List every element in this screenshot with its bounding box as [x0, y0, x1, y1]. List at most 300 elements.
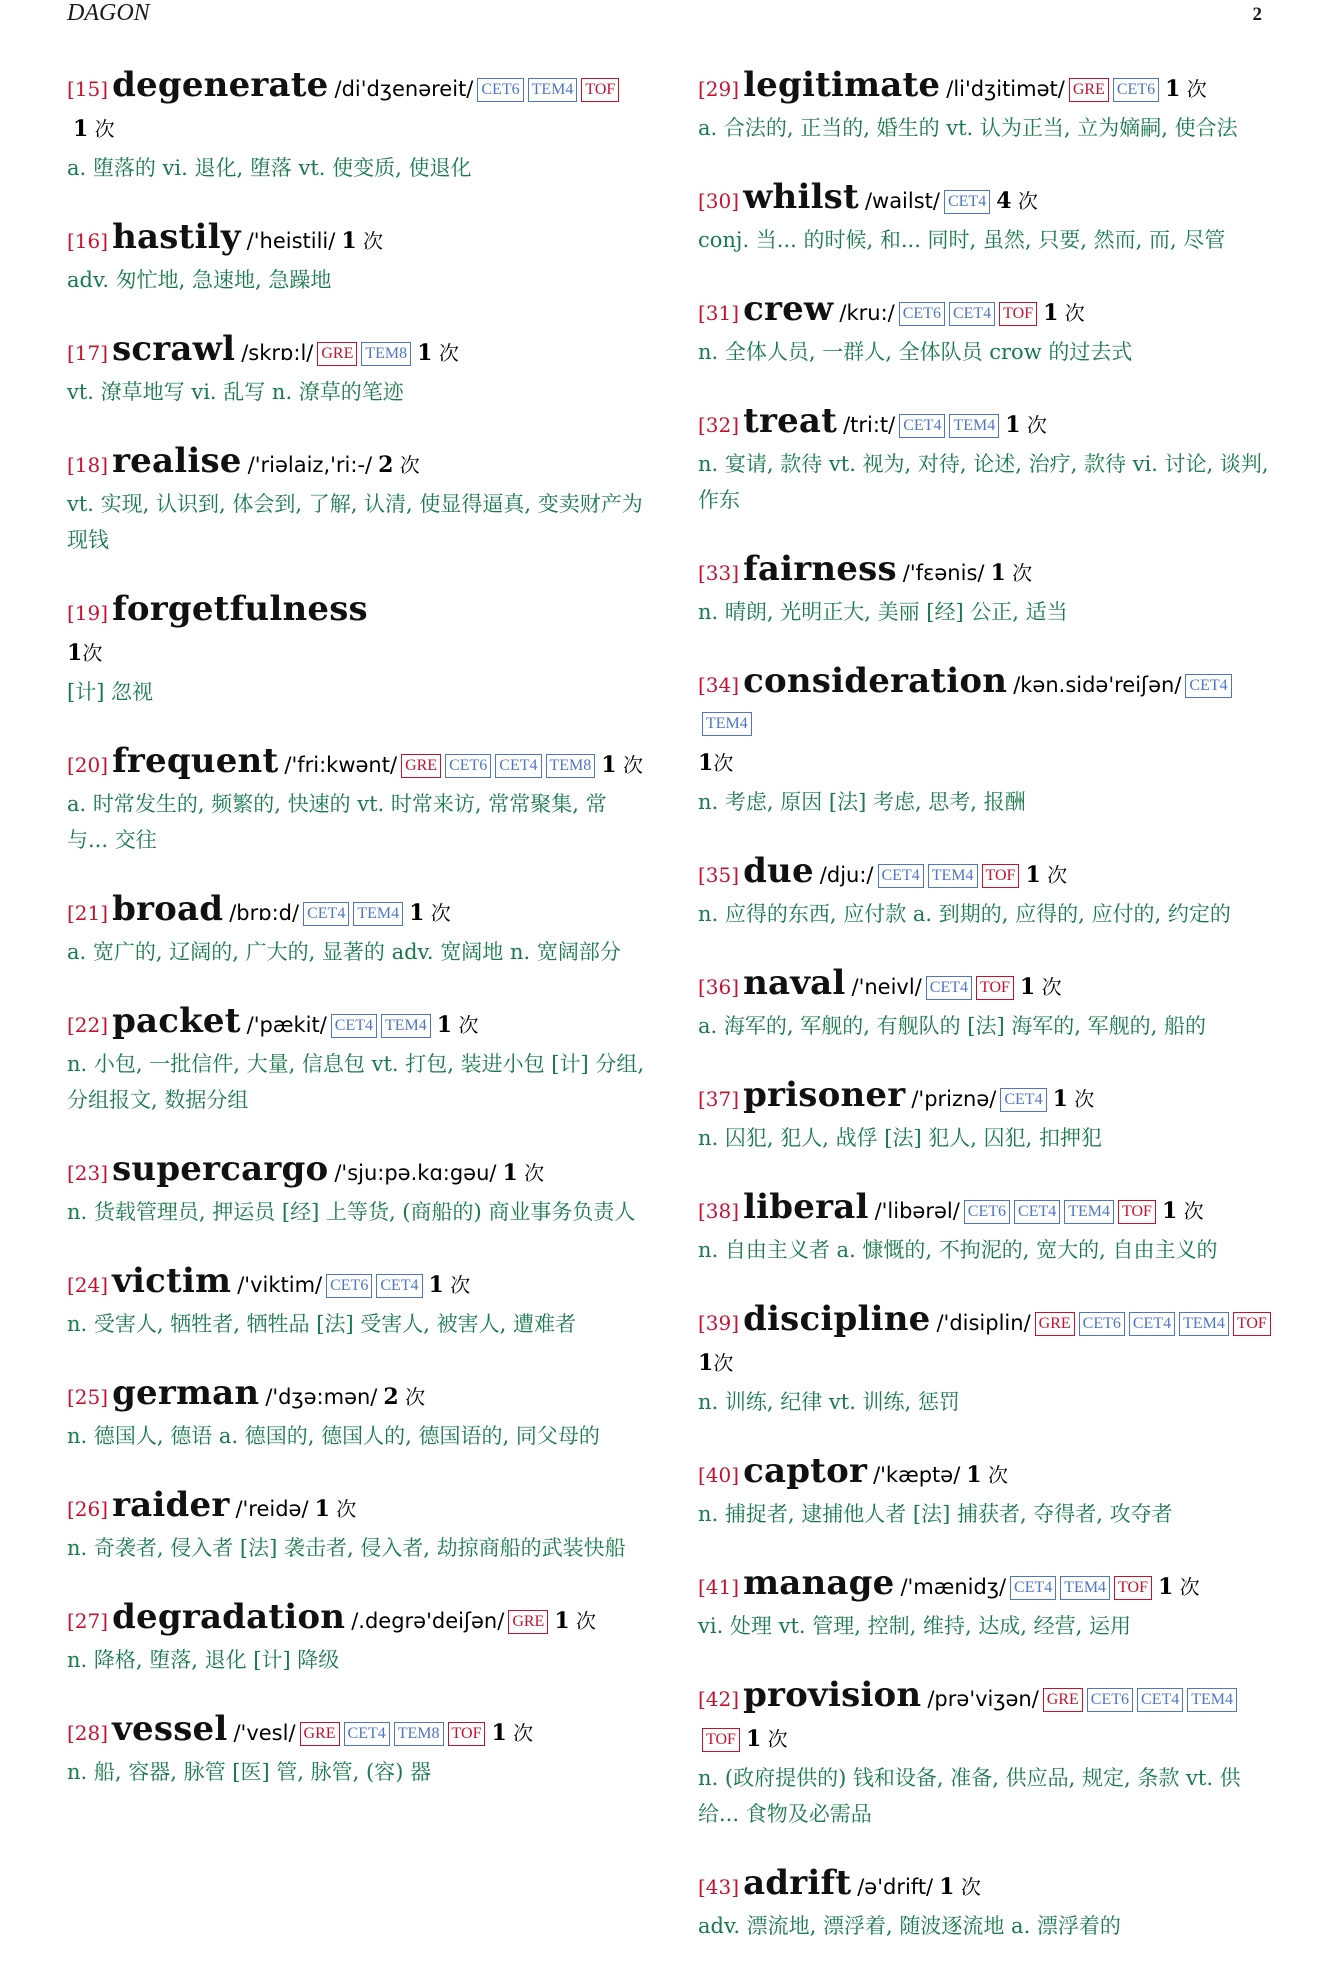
entry-headline — [698, 1300, 1278, 1344]
definition: n. 捕捉者, 逮捕他人者 [法] 捕获者, 夺得者, 攻夺者 — [698, 1502, 1173, 1526]
headword: due — [743, 851, 814, 891]
entry-headline — [67, 1002, 645, 1046]
exam-tag-cet4: CET4 — [878, 864, 924, 888]
phonetic: /li'dʒitimət/ — [946, 77, 1065, 101]
entry-headline — [67, 218, 645, 262]
frequency-count: 1 — [1052, 1086, 1068, 1112]
phonetic: /'riəlaiz,'ri:-/ — [247, 453, 373, 477]
headword: adrift — [743, 1863, 852, 1903]
headword: scrawl — [112, 329, 236, 369]
entry-headline — [698, 662, 1278, 744]
frequency-count: 1 — [601, 752, 617, 778]
frequency-count: 2 — [383, 1384, 399, 1410]
exam-tag-tem4: TEM4 — [949, 414, 999, 438]
definition: conj. 当... 的时候, 和... 同时, 虽然, 只要, 然而, 而, 尽管 — [698, 228, 1226, 252]
exam-tag-tof: TOF — [1233, 1312, 1271, 1336]
exam-tag-tof: TOF — [581, 78, 619, 102]
entry-headline — [67, 742, 645, 786]
frequency-count: 1 — [1043, 300, 1059, 326]
frequency-unit: 次 — [524, 1161, 545, 1185]
frequency-count: 1 — [67, 640, 83, 666]
frequency-unit: 次 — [713, 1351, 734, 1375]
exam-tag-tem8: TEM8 — [394, 1722, 444, 1746]
exam-tag-cet4: CET4 — [1185, 674, 1231, 698]
exam-tag-cet4: CET4 — [949, 302, 995, 326]
definition: [计] 忽视 — [67, 680, 154, 704]
frequency-line — [67, 634, 645, 674]
definition: n. 考虑, 原因 [法] 考虑, 思考, 报酬 — [698, 790, 1026, 814]
vocab-entry — [67, 1374, 645, 1454]
entry-headline — [698, 852, 1278, 896]
vocab-entry — [67, 218, 645, 298]
vocab-entry — [67, 1150, 645, 1230]
frequency — [990, 561, 1032, 585]
phonetic: /'dʒə:mən/ — [265, 1385, 378, 1409]
phonetic: /'sju:pə.kɑ:gəu/ — [334, 1161, 497, 1185]
definition: n. 小包, 一批信件, 大量, 信息包 vt. 打包, 装进小包 [计] 分组, 分组报文, 数据分组 — [67, 1052, 645, 1112]
exam-tag-cet6: CET6 — [445, 754, 491, 778]
vocab-entry — [698, 1188, 1278, 1268]
frequency-line — [698, 744, 1278, 784]
vocab-entry — [67, 590, 645, 710]
exam-tag-tem4: TEM4 — [1064, 1200, 1114, 1224]
page-header-title: DAGON — [67, 0, 150, 26]
frequency-unit: 次 — [576, 1609, 596, 1633]
frequency-count: 1 — [428, 1272, 444, 1298]
frequency — [491, 1721, 533, 1745]
frequency-count: 4 — [996, 188, 1012, 214]
frequency-unit: 次 — [1064, 301, 1085, 325]
exam-tag-cet4: CET4 — [926, 976, 972, 1000]
exam-tag-cet4: CET4 — [1129, 1312, 1175, 1336]
entry-headline — [698, 66, 1278, 110]
definition: n. 囚犯, 犯人, 战俘 [法] 犯人, 囚犯, 扣押犯 — [698, 1126, 1103, 1150]
entry-number: [15] — [67, 77, 109, 101]
frequency-unit: 次 — [450, 1273, 471, 1297]
entry-headline — [67, 1374, 645, 1418]
exam-tag-tem4: TEM4 — [702, 712, 752, 736]
phonetic: /'vesl/ — [233, 1721, 296, 1745]
definition: n. 应得的东西, 应付款 a. 到期的, 应得的, 应付的, 约定的 — [698, 902, 1231, 926]
entry-headline — [698, 1188, 1278, 1232]
frequency-unit: 次 — [1012, 561, 1033, 585]
phonetic: /'pækit/ — [246, 1013, 327, 1037]
left-column — [67, 66, 645, 1822]
frequency-count: 1 — [502, 1160, 518, 1186]
vocab-entry — [67, 1710, 645, 1790]
frequency-count: 1 — [1157, 1574, 1174, 1600]
frequency — [1162, 1199, 1204, 1223]
frequency — [939, 1875, 981, 1899]
headword: vessel — [112, 1709, 228, 1749]
definition: vt. 实现, 认识到, 体会到, 了解, 认清, 使显得逼真, 变卖财产为现钱 — [67, 492, 643, 552]
definition: n. 全体人员, 一群人, 全体队员 crow 的过去式 — [698, 340, 1133, 364]
phonetic: /'priznə/ — [911, 1087, 997, 1111]
entry-headline — [698, 550, 1278, 594]
vocab-entry — [67, 66, 645, 186]
definition: n. 受害人, 牺牲者, 牺牲品 [法] 受害人, 被害人, 遭难者 — [67, 1312, 577, 1336]
frequency — [966, 1463, 1008, 1487]
entry-headline — [698, 178, 1278, 222]
exam-tag-gre: GRE — [1043, 1688, 1083, 1712]
frequency-unit: 次 — [399, 453, 420, 477]
entry-headline — [698, 1076, 1278, 1120]
exam-tag-cet4: CET4 — [1010, 1576, 1056, 1600]
phonetic: /dju:/ — [819, 863, 874, 887]
frequency-unit: 次 — [622, 753, 643, 777]
definition: a. 海军的, 军舰的, 有舰队的 [法] 海军的, 军舰的, 船的 — [698, 1014, 1207, 1038]
headword: forgetfulness — [112, 589, 368, 629]
vocab-entry — [67, 1262, 645, 1342]
entry-number: [17] — [67, 341, 109, 365]
entry-number: [20] — [67, 753, 109, 777]
headword: raider — [112, 1485, 230, 1525]
headword: liberal — [743, 1187, 869, 1227]
phonetic: /'fɛənis/ — [902, 561, 985, 585]
frequency-count: 1 — [491, 1720, 507, 1746]
phonetic: /'libərəl/ — [874, 1199, 960, 1223]
frequency — [1025, 863, 1067, 887]
frequency — [437, 1013, 479, 1037]
frequency-count: 1 — [1161, 1198, 1178, 1224]
entry-number: [19] — [67, 601, 109, 625]
exam-tag-tem4: TEM4 — [353, 902, 403, 926]
exam-tag-tem8: TEM8 — [546, 754, 596, 778]
definition: a. 合法的, 正当的, 婚生的 vt. 认为正当, 立为嫡嗣, 使合法 — [698, 116, 1238, 140]
frequency-count: 1 — [1005, 412, 1021, 438]
exam-tag-cet4: CET4 — [1014, 1200, 1060, 1224]
headword: supercargo — [112, 1149, 329, 1189]
definition: n. 晴朗, 光明正大, 美丽 [经] 公正, 适当 — [698, 600, 1068, 624]
frequency-count: 1 — [554, 1608, 570, 1634]
frequency-count: 1 — [745, 1726, 762, 1752]
headword: provision — [743, 1675, 922, 1715]
frequency-unit: 次 — [336, 1497, 357, 1521]
entry-number: [41] — [698, 1575, 740, 1599]
frequency — [417, 341, 459, 365]
entry-number: [16] — [67, 229, 109, 253]
exam-tag-gre: GRE — [300, 1722, 340, 1746]
phonetic: /'viktim/ — [237, 1273, 323, 1297]
entry-headline — [67, 1710, 645, 1754]
exam-tag-tem8: TEM8 — [361, 342, 411, 366]
headword: realise — [112, 441, 242, 481]
vocab-entry — [698, 662, 1278, 820]
exam-tag-cet6: CET6 — [1087, 1688, 1133, 1712]
exam-tag-gre: GRE — [401, 754, 441, 778]
frequency — [601, 753, 643, 777]
frequency-count: 1 — [417, 340, 433, 366]
phonetic: /'heistili/ — [246, 229, 336, 253]
frequency-line — [698, 1344, 1278, 1384]
frequency-count: 1 — [436, 1012, 453, 1038]
exam-tag-cet4: CET4 — [944, 190, 990, 214]
entry-number: [37] — [698, 1087, 740, 1111]
vocab-entry — [698, 1452, 1278, 1532]
headword: fairness — [743, 549, 897, 589]
headword: prisoner — [743, 1075, 906, 1115]
headword: consideration — [743, 661, 1008, 701]
vocab-entry — [698, 290, 1278, 370]
definition: n. 奇袭者, 侵入者 [法] 袭击者, 侵入者, 劫掠商船的武装快船 — [67, 1536, 626, 1560]
exam-tag-cet4: CET4 — [495, 754, 541, 778]
exam-tag-cet4: CET4 — [344, 1722, 390, 1746]
definition: n. 宴请, 款待 vt. 视为, 对待, 论述, 治疗, 款待 vi. 讨论, 谈判, 作东 — [698, 452, 1269, 512]
exam-tag-gre: GRE — [1069, 78, 1109, 102]
entry-headline — [698, 1864, 1278, 1908]
headword: legitimate — [743, 65, 941, 105]
phonetic: /tri:t/ — [843, 413, 896, 437]
entry-number: [42] — [698, 1687, 740, 1711]
definition: vt. 潦草地写 vi. 乱写 n. 潦草的笔迹 — [67, 380, 404, 404]
vocab-entry — [67, 1486, 645, 1566]
frequency-count: 1 — [314, 1496, 330, 1522]
phonetic: /wailst/ — [864, 189, 940, 213]
entry-headline — [67, 442, 645, 486]
vocab-entry — [698, 550, 1278, 630]
entry-headline — [67, 1262, 645, 1306]
definition: a. 宽广的, 辽阔的, 广大的, 显著的 adv. 宽阔地 n. 宽阔部分 — [67, 940, 621, 964]
vocab-entry — [67, 1598, 645, 1678]
phonetic: /di'dʒenəreit/ — [334, 77, 474, 101]
entry-number: [38] — [698, 1199, 740, 1223]
frequency-unit: 次 — [94, 117, 115, 141]
frequency-unit: 次 — [767, 1727, 788, 1751]
entry-headline — [67, 890, 645, 934]
frequency-count: 1 — [939, 1874, 955, 1900]
exam-tag-tem4: TEM4 — [1179, 1312, 1229, 1336]
frequency-unit: 次 — [1183, 1199, 1204, 1223]
phonetic: /skrɒ:l/ — [241, 341, 314, 365]
frequency-count: 1 — [966, 1462, 982, 1488]
definition: n. 训练, 纪律 vt. 训练, 惩罚 — [698, 1390, 960, 1414]
entry-number: [30] — [698, 189, 740, 213]
frequency — [341, 229, 383, 253]
frequency — [315, 1497, 357, 1521]
vocab-entry — [67, 330, 645, 410]
vocab-entry — [698, 66, 1278, 146]
phonetic: /prə'viʒən/ — [927, 1687, 1039, 1711]
frequency-count: 1 — [1165, 76, 1181, 102]
frequency — [698, 1351, 733, 1375]
frequency — [1043, 301, 1085, 325]
exam-tag-tof: TOF — [448, 1722, 486, 1746]
entry-headline — [67, 1150, 645, 1194]
frequency-unit: 次 — [82, 641, 103, 665]
frequency — [1158, 1575, 1200, 1599]
frequency-unit: 次 — [960, 1875, 981, 1899]
phonetic: /'disiplin/ — [936, 1311, 1031, 1335]
definition: vi. 处理 vt. 管理, 控制, 维持, 达成, 经营, 运用 — [698, 1614, 1132, 1638]
entry-headline — [698, 1452, 1278, 1496]
phonetic: /'fri:kwənt/ — [284, 753, 398, 777]
frequency-unit: 次 — [430, 901, 451, 925]
frequency-count: 1 — [341, 228, 357, 254]
entry-number: [26] — [67, 1497, 109, 1521]
headword: naval — [743, 963, 846, 1003]
frequency — [746, 1727, 788, 1751]
entry-number: [21] — [67, 901, 109, 925]
entry-number: [35] — [698, 863, 740, 887]
frequency-unit: 次 — [363, 229, 383, 253]
definition: n. 船, 容器, 脉管 [医] 管, 脉管, (容) 器 — [67, 1760, 432, 1784]
phonetic: /'kæptə/ — [873, 1463, 961, 1487]
frequency-count: 1 — [73, 116, 89, 142]
frequency-unit: 次 — [438, 341, 459, 365]
frequency-unit: 次 — [405, 1385, 426, 1409]
vocab-entry — [67, 1002, 645, 1118]
definition: adv. 漂流地, 漂浮着, 随波逐流地 a. 漂浮着的 — [698, 1914, 1121, 1938]
exam-tag-cet4: CET4 — [1137, 1688, 1183, 1712]
exam-tag-cet6: CET6 — [326, 1274, 372, 1298]
definition: n. (政府提供的) 钱和设备, 准备, 供应品, 规定, 条款 vt. 供给... 食物及必需品 — [698, 1766, 1241, 1826]
exam-tag-cet6: CET6 — [1113, 78, 1159, 102]
entry-number: [18] — [67, 453, 109, 477]
entry-headline — [698, 1676, 1278, 1760]
frequency-count: 1 — [698, 1350, 714, 1376]
phonetic: /kru:/ — [839, 301, 895, 325]
vocab-entry — [698, 178, 1278, 258]
exam-tag-cet4: CET4 — [331, 1014, 377, 1038]
entry-number: [31] — [698, 301, 740, 325]
exam-tag-tof: TOF — [1118, 1200, 1156, 1224]
vocab-entry — [698, 852, 1278, 932]
entry-headline — [67, 1486, 645, 1530]
frequency-unit: 次 — [1179, 1575, 1200, 1599]
frequency-unit: 次 — [1186, 77, 1207, 101]
exam-tag-cet6: CET6 — [477, 78, 523, 102]
phonetic: /brɒ:d/ — [229, 901, 300, 925]
exam-tag-tof: TOF — [702, 1728, 740, 1752]
entry-number: [32] — [698, 413, 740, 437]
entry-number: [25] — [67, 1385, 109, 1409]
exam-tag-cet4: CET4 — [303, 902, 349, 926]
entry-number: [29] — [698, 77, 740, 101]
exam-tag-tem4: TEM4 — [528, 78, 578, 102]
entry-number: [23] — [67, 1161, 109, 1185]
exam-tag-tof: TOF — [982, 864, 1020, 888]
frequency-count: 1 — [990, 560, 1006, 586]
headword: manage — [743, 1563, 895, 1603]
exam-tag-cet4: CET4 — [899, 414, 945, 438]
vocab-entry — [698, 1076, 1278, 1156]
frequency-unit: 次 — [987, 1463, 1008, 1487]
frequency-count: 1 — [1019, 974, 1036, 1000]
exam-tag-tem4: TEM4 — [928, 864, 978, 888]
frequency-unit: 次 — [1026, 413, 1047, 437]
frequency-count: 1 — [698, 750, 714, 776]
headword: treat — [743, 401, 838, 441]
entry-number: [24] — [67, 1273, 109, 1297]
phonetic: /kən.sidə'reiʃən/ — [1013, 673, 1182, 697]
vocab-entry — [698, 1564, 1278, 1644]
exam-tag-cet6: CET6 — [899, 302, 945, 326]
frequency — [996, 189, 1038, 213]
vocab-entry — [698, 1300, 1278, 1420]
entry-number: [28] — [67, 1721, 109, 1745]
exam-tag-tem4: TEM4 — [381, 1014, 431, 1038]
entry-headline — [67, 1598, 645, 1642]
headword: discipline — [743, 1299, 931, 1339]
definition: n. 货载管理员, 押运员 [经] 上等货, (商船的) 商业事务负责人 — [67, 1200, 636, 1224]
entry-headline — [67, 330, 645, 374]
headword: degenerate — [112, 65, 329, 105]
headword: crew — [743, 289, 834, 329]
frequency — [554, 1609, 596, 1633]
entry-number: [33] — [698, 561, 740, 585]
vocab-entry — [67, 742, 645, 858]
frequency — [1165, 77, 1207, 101]
frequency — [1053, 1087, 1095, 1111]
frequency-unit: 次 — [513, 1721, 534, 1745]
entry-number: [43] — [698, 1875, 740, 1899]
headword: packet — [112, 1001, 241, 1041]
frequency-count: 2 — [378, 452, 394, 478]
exam-tag-cet6: CET6 — [1079, 1312, 1125, 1336]
frequency — [409, 901, 451, 925]
definition: adv. 匆忙地, 急速地, 急躁地 — [67, 268, 332, 292]
vocab-entry — [698, 964, 1278, 1044]
frequency-count: 1 — [409, 900, 425, 926]
frequency-unit: 次 — [1041, 975, 1062, 999]
exam-tag-gre: GRE — [508, 1610, 548, 1634]
headword: frequent — [112, 741, 279, 781]
phonetic: /'reidə/ — [235, 1497, 309, 1521]
vocab-entry — [698, 402, 1278, 518]
exam-tag-gre: GRE — [1035, 1312, 1075, 1336]
entry-headline — [698, 402, 1278, 446]
frequency — [1020, 975, 1062, 999]
phonetic: /'mænidʒ/ — [900, 1575, 1007, 1599]
entry-headline — [698, 290, 1278, 334]
frequency — [383, 1385, 425, 1409]
exam-tag-tem4: TEM4 — [1060, 1576, 1110, 1600]
page-number: 2 — [1252, 4, 1262, 25]
entry-number: [36] — [698, 975, 740, 999]
definition: n. 德国人, 德语 a. 德国的, 德国人的, 德国语的, 同父母的 — [67, 1424, 600, 1448]
vocab-entry — [67, 442, 645, 558]
entry-number: [39] — [698, 1311, 740, 1335]
frequency — [502, 1161, 544, 1185]
vocab-entry — [698, 1864, 1278, 1944]
frequency — [1005, 413, 1047, 437]
exam-tag-tem4: TEM4 — [1187, 1688, 1237, 1712]
headword: whilst — [743, 177, 859, 217]
headword: degradation — [112, 1597, 346, 1637]
entry-number: [40] — [698, 1463, 740, 1487]
phonetic: /.degrə'deiʃən/ — [351, 1609, 505, 1633]
exam-tag-cet4: CET4 — [376, 1274, 422, 1298]
entry-number: [34] — [698, 673, 740, 697]
frequency — [378, 453, 420, 477]
exam-tag-cet4: CET4 — [1000, 1088, 1046, 1112]
frequency-unit: 次 — [1074, 1087, 1095, 1111]
headword: hastily — [112, 217, 241, 257]
definition: n. 降格, 堕落, 退化 [计] 降级 — [67, 1648, 340, 1672]
exam-tag-cet6: CET6 — [964, 1200, 1010, 1224]
entry-headline — [67, 590, 645, 634]
exam-tag-tof: TOF — [1114, 1576, 1152, 1600]
entry-headline — [698, 964, 1278, 1008]
vocab-entry — [67, 890, 645, 970]
entry-headline — [698, 1564, 1278, 1608]
vocab-entry — [698, 1676, 1278, 1832]
entry-number: [27] — [67, 1609, 109, 1633]
headword: captor — [743, 1451, 868, 1491]
exam-tag-gre: GRE — [317, 342, 357, 366]
entry-number: [22] — [67, 1013, 109, 1037]
frequency-unit: 次 — [1017, 189, 1038, 213]
